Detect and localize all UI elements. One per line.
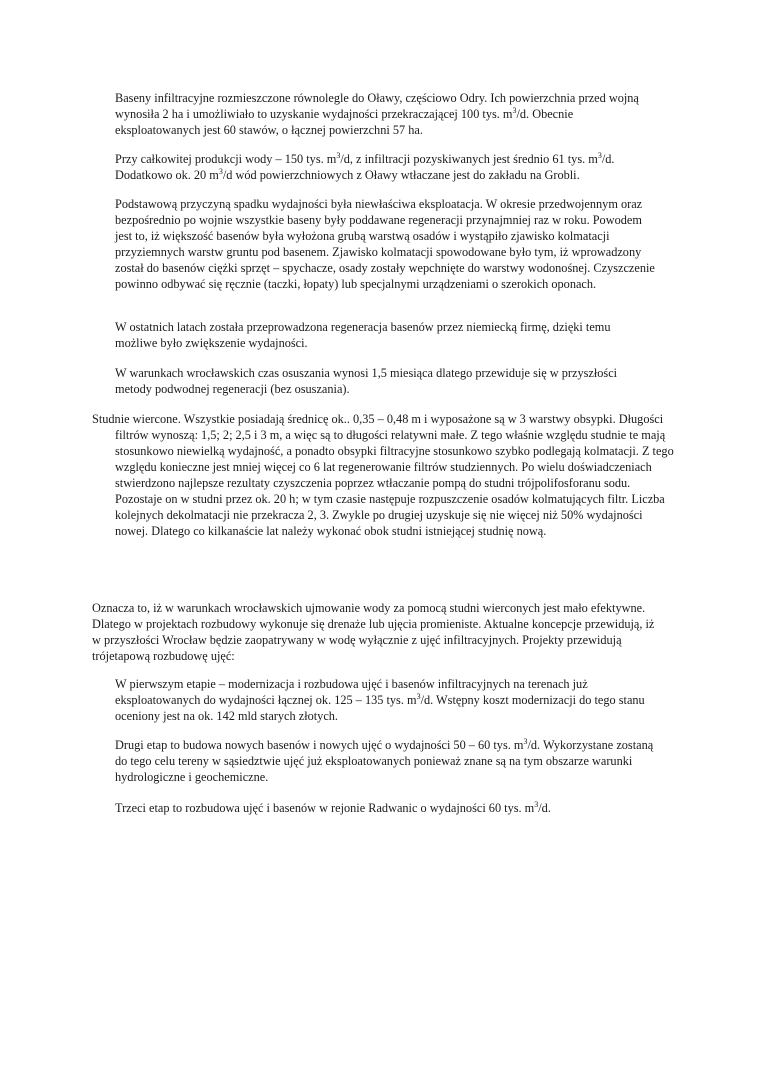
paragraph-drying-time: W warunkach wrocławskich czas osuszania wynosi 1,5 miesiąca dlatego przewiduje się w przyszłości metody podwodnej regeneracji (bez osuszania). xyxy=(115,366,618,396)
paragraph-stage-three: Trzeci etap to rozbudowa ujęć i basenów w rejonie Radwanic o wydajności 60 tys. $m^3/d$. xyxy=(115,800,551,815)
paragraph-drilled-wells: Studnie wiercone. Wszystkie posiadają średnicę ok.. 0,35 – 0,48 m i wyposażone są w 3 warstwy obsypki. Długości filtrów wynoszą: 1,5; 2; 2,5 i 3 m, a więc są to długości relatywni małe. Z tego właśnie względu studnie te mają stosunkowo niewielką wydajność, a ponadto obsypki filtracyjne stosunkowo szybko podlegają kolmatacji. Z tego względu konieczne jest mniej więcej co 6 lat regenerowanie filtrów studziennych. Po wielu doświadczeniach stwierdzono najlepsze rezultaty czyszczenia poprzez wtłaczanie pompą do studni trójpolifosforanu sodu. Pozostaje on w studni przez ok. 20 h; w tym czasie następuje rozpuszczenie osadów kolmatujących filtr. Liczba kolejnych dekolmatacji nie przekracza 2, 3. Zwykle po drugiej uzyskuje się nie więcej niż 50% wydajności nowej. Dlatego co kilkanaście lat należy wykonać obok studni istniejącej studnię nową. xyxy=(92,412,674,538)
paragraph-stage-one: W pierwszym etapie – modernizacja i rozbudowa ujęć i basenów infiltracyjnych na terenach już eksploatowanych do wydajności łącznej ok. 125 – 135 tys. $m^3/d$. Wstępny koszt modernizacji do tego stanu oceniony jest na ok. 142 mld starych złotych. xyxy=(115,677,645,723)
paragraph-water-production: Przy całkowitej produkcji wody – 150 tys. $m^3/d$, z infiltracji pozyskiwanych jest średnio 61 tys. $m^3/d$. Dodatkowo ok. 20 $m^3/d$ wód powierzchniowych z Oławy wtłaczane jest do zakładu na Grobli. xyxy=(115,151,615,182)
paragraph-infiltration-basins: Baseny infiltracyjne rozmieszczone równolegle do Oławy, częściowo Odry. Ich powierzchnia przed wojną wynosiła 2 ha i umożliwiało to uzyskanie wydajności przekraczającej 100 tys. $m^3/d$. Obecnie eksploatowanych jest 60 stawów, o łącznej powierzchni 57 ha. xyxy=(115,91,639,137)
paragraph-conclusion: Oznacza to, iż w warunkach wrocławskich ujmowanie wody za pomocą studni wierconych jest mało efektywne. Dlatego w projektach rozbudowy wykonuje się drenaże lub ujęcia promieniste. Aktualne koncepcje przewidują, iż w przyszłości Wrocław będzie zaopatrywany w wodę wyłącznie z ujęć infiltracyjnych. Projekty przewidują trójetapową rozbudowę ujęć: xyxy=(92,601,655,663)
paragraph-regeneration: W ostatnich latach została przeprowadzona regeneracja basenów przez niemiecką firmę, dzięki temu możliwe było zwiększenie wydajności. xyxy=(115,320,611,350)
paragraph-efficiency-decline: Podstawową przyczyną spadku wydajności była niewłaściwa eksploatacja. W okresie przedwojennym oraz bezpośrednio po wojnie wszystkie baseny były poddawane regeneracji przynajmniej raz w roku. Powodem jest to, iż większość basenów była wyłożona grubą warstwą osadów i wystąpiło zjawisko kolmatacji przyziemnych warstw gruntu pod basenem. Zjawisko kolmatacji spowodowane było tym, iż wprowadzony został do basenów ciężki sprzęt – spychacze, osady zostały wepchnięte do warstwy wodonośnej. Czyszczenie powinno odbywać się ręcznie (taczki, łopaty) lub specjalnymi urządzeniami o szerokich oponach. xyxy=(115,197,655,291)
paragraph-stage-two: Drugi etap to budowa nowych basenów i nowych ujęć o wydajności 50 – 60 tys. $m^3/d$. Wykorzystane zostaną do tego celu tereny w sąsiedztwie ujęć już eksploatowanych ponieważ znane są na tym obszarze warunki hydrologiczne i geochemiczne. xyxy=(115,737,654,784)
